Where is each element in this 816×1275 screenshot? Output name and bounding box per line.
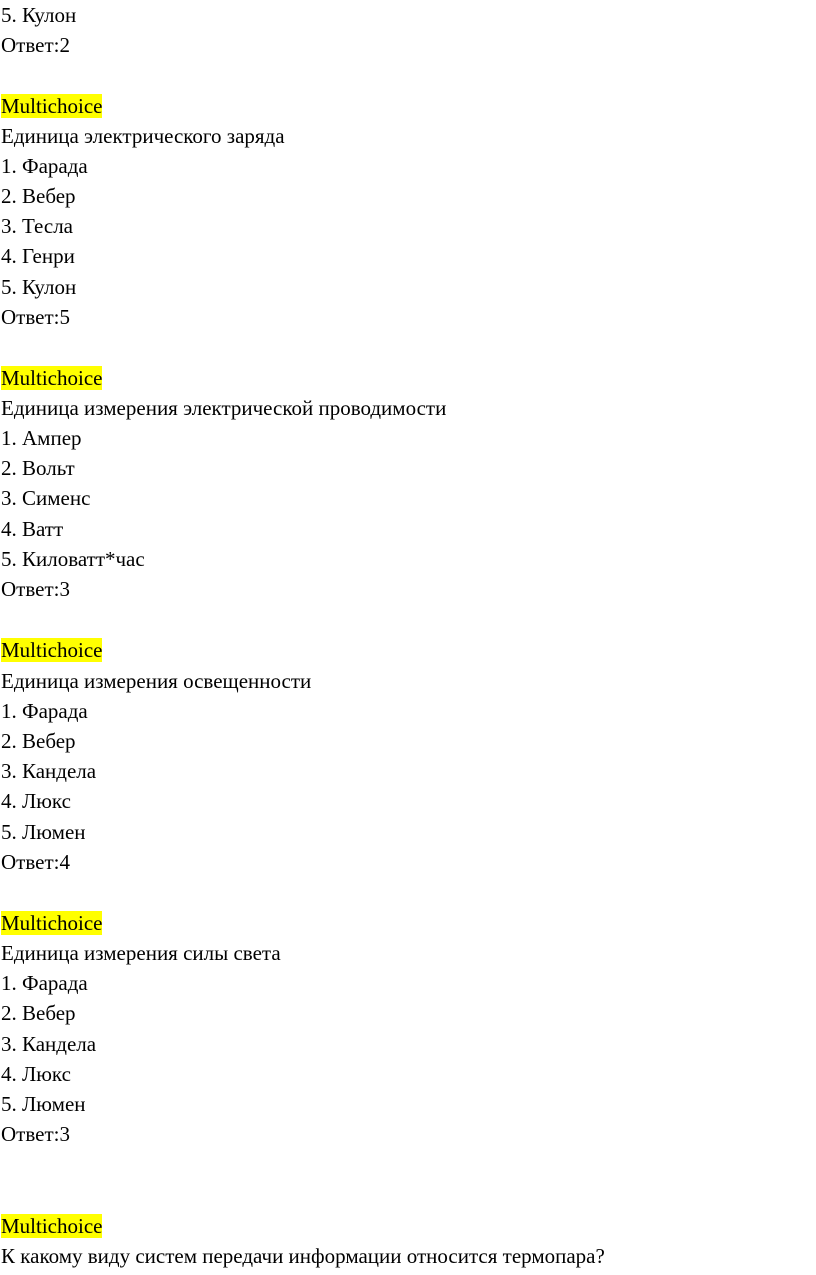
highlighted-tag-text: Multichoice <box>1 94 103 118</box>
option-2: 2. Вебер <box>1 184 76 208</box>
question-text: К какому виду систем передачи информации относится термопара? <box>1 1244 605 1268</box>
highlighted-tag-text: Multichoice <box>1 638 103 662</box>
question-type-tag <box>1 635 102 665</box>
question-type-tag <box>1 91 102 121</box>
option-1: 1. Фарада <box>1 699 88 723</box>
option-3: 3. Сименс <box>1 486 91 510</box>
question-text: Единица измерения электрической проводимости <box>1 396 447 420</box>
option-5: 5. Кулон <box>1 275 77 299</box>
question-text: Единица электрического заряда <box>1 124 285 148</box>
option-1: 1. Ампер <box>1 426 82 450</box>
option-3: 3. Тесла <box>1 214 73 238</box>
answer: Ответ:3 <box>1 577 70 601</box>
option-4: 4. Люкс <box>1 789 71 813</box>
option-2: 2. Вебер <box>1 729 76 753</box>
option-4: 4. Генри <box>1 244 75 268</box>
answer: Ответ:4 <box>1 850 70 874</box>
answer: Ответ:5 <box>1 305 70 329</box>
question-text: Единица измерения освещенности <box>1 669 312 693</box>
question-text: Единица измерения силы света <box>1 941 281 965</box>
option-4: 4. Ватт <box>1 517 64 541</box>
option-5: 5. Люмен <box>1 820 86 844</box>
option-3: 3. Кандела <box>1 1032 97 1056</box>
option-4: 4. Люкс <box>1 1062 71 1086</box>
option-5: 5. Люмен <box>1 1092 86 1116</box>
question-type-tag <box>1 1211 102 1241</box>
answer: Ответ:3 <box>1 1122 70 1146</box>
answer: Ответ:2 <box>1 33 70 57</box>
highlighted-tag-text: Multichoice <box>1 911 103 935</box>
highlighted-tag-text: Multichoice <box>1 366 103 390</box>
option-2: 2. Вольт <box>1 456 75 480</box>
highlighted-tag-text: Multichoice <box>1 1214 103 1238</box>
option-3: 3. Кандела <box>1 759 97 783</box>
question-type-tag <box>1 363 102 393</box>
question-type-tag <box>1 908 102 938</box>
option-1: 1. Фарада <box>1 154 88 178</box>
option-1: 1. Фарада <box>1 971 88 995</box>
option-5: 5. Кулон <box>1 3 77 27</box>
option-2: 2. Вебер <box>1 1001 76 1025</box>
option-5: 5. Киловатт*час <box>1 547 145 571</box>
